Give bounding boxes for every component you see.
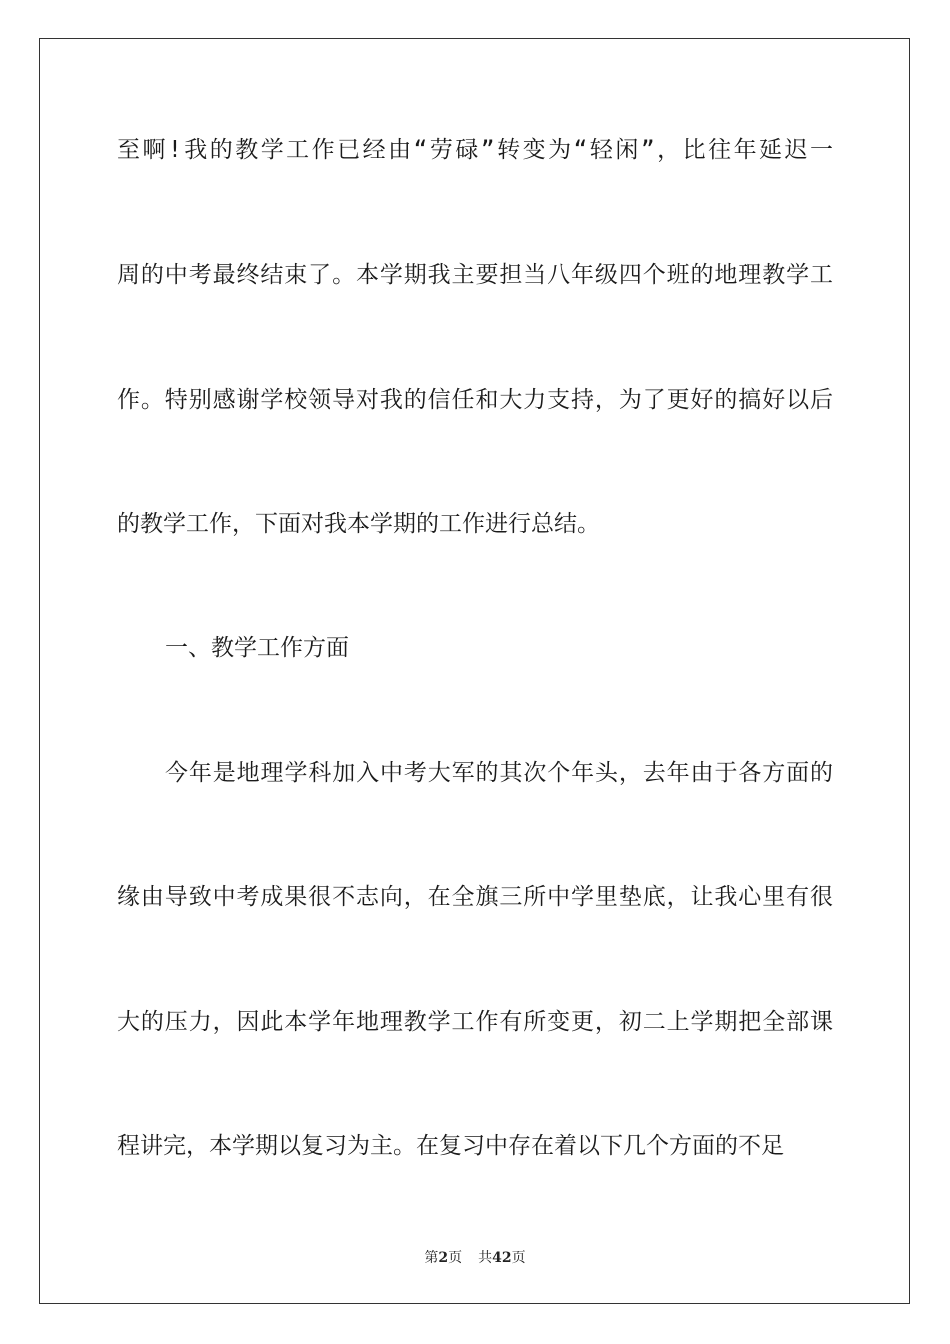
body-line-7: 缘由导致中考成果很不志向，在全旗三所中学里垫底，让我心里有很	[117, 884, 833, 910]
total-pages: 42	[492, 1250, 512, 1266]
page-number: 2	[438, 1250, 449, 1266]
page-footer	[0, 1247, 950, 1267]
page-border	[39, 38, 910, 1304]
total-prefix: 共	[478, 1250, 493, 1266]
body-line-1: 至啊!我的教学工作已经由“劳碌”转变为“轻闲”，比往年延迟一	[117, 137, 833, 163]
body-line-3: 作。特别感谢学校领导对我的信任和大力支持，为了更好的搞好以后	[117, 387, 833, 413]
page-suffix: 页	[448, 1250, 463, 1266]
body-line-4: 的教学工作，下面对我本学期的工作进行总结。	[117, 511, 600, 537]
page-prefix: 第	[424, 1250, 439, 1266]
section-heading: 一、教学工作方面	[165, 635, 349, 661]
body-line-2: 周的中考最终结束了。本学期我主要担当八年级四个班的地理教学工	[117, 262, 833, 288]
body-line-6: 今年是地理学科加入中考大军的其次个年头，去年由于各方面的	[165, 760, 833, 786]
body-line-9: 程讲完，本学期以复习为主。在复习中存在着以下几个方面的不足	[117, 1133, 784, 1159]
body-line-8: 大的压力，因此本学年地理教学工作有所变更，初二上学期把全部课	[117, 1009, 833, 1035]
total-suffix: 页	[511, 1250, 526, 1266]
